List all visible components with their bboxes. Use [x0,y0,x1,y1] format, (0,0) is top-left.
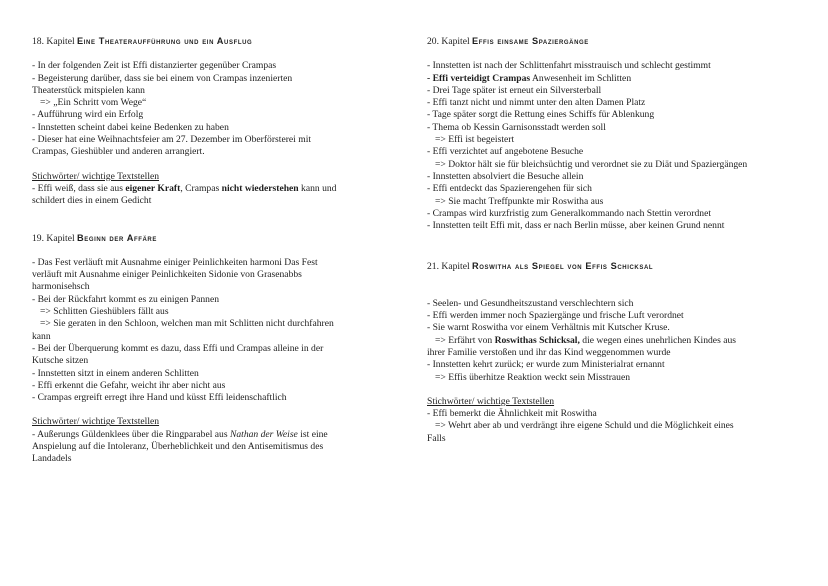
text-line: ihrer Familie verstoßen und ihr das Kind weggenommen wurde [427,346,671,358]
text-line: - Sie warnt Roswitha vor einem Verhältnis mit Kutscher Kruse. [427,322,670,334]
chapter-21-heading [427,260,797,273]
keyword-line: - Effi bemerkt die Ähnlichkeit mit Roswitha [427,408,597,420]
text-line: - Innstetten scheint dabei keine Bedenken zu haben [32,121,229,133]
text-line: - Effi werden immer noch Spaziergänge und frische Luft verordnet [427,310,684,322]
text-line: - Innstetten teilt Effi mit, dass er nach Berlin müsse, aber keinen Grund nennt [427,220,725,232]
text-line: - Effi entdeckt das Spazierengehen für sich [427,183,592,195]
text-line: - Bei der Überquerung kommt es dazu, dass Effi und Crampas alleine in der [32,342,324,354]
text-line: - Effi verzichtet auf angebotene Besuche [427,146,584,158]
chapter-21-number: 21. Kapitel [427,261,470,273]
text-line: - Innstetten ist nach der Schlittenfahrt misstrauisch und schlecht gestimmt [427,60,711,72]
right-column [427,35,797,469]
keyword-line: - Außerungs Güldenklees über die Ringparabel aus Nathan der Weise ist eine [32,428,328,440]
text-line: - In der folgenden Zeit ist Effi distanzierter gegenüber Crampas [32,60,277,72]
text-line: - Das Fest verläuft mit Ausnahme einiger Peinlichkeiten harmoni Das Fest [32,256,318,268]
text-line: => Sie geraten in den Schloon, welchen man mit Schlitten nicht durchfahren [40,318,334,330]
chapter-20 [427,35,797,232]
keyword-line: Anspielung auf die Intoleranz, Überheblichkeit und den Antisemitismus des [32,441,324,453]
text-line: => Sie macht Treffpunkte mir Roswitha aus [435,195,604,207]
keywords-heading: Stichwörter/ wichtige Textstellen [32,170,160,182]
keyword-line: Falls [427,432,446,444]
chapter-21 [427,260,797,445]
keywords-heading: Stichwörter/ wichtige Textstellen [32,416,160,428]
keyword-line: - Effi weiß, dass sie aus eigener Kraft, Crampas nicht wiederstehen kann und [32,182,337,194]
keyword-line: schildert dies in einem Gedicht [32,195,152,207]
text-line: => „Ein Schritt vom Wege“ [40,97,147,109]
text-line: => Erfährt von Roswithas Schicksal, die wegen eines unehrlichen Kindes aus [435,334,736,346]
text-line: Theaterstück mitspielen kann [32,84,145,96]
chapter-20-number: 20. Kapitel [427,36,470,47]
chapter-18-number: 18. Kapitel [32,36,75,47]
keyword-line: Landadels [32,453,72,465]
text-line: => Effi ist begeistert [435,134,515,146]
chapter-19 [32,232,392,466]
text-line: - Effi verteidigt Crampas Anwesenheit im Schlitten [427,72,632,84]
chapter-18-title: Eine Theateraufführung und ein Ausflug [77,36,253,46]
chapter-18 [32,35,392,208]
text-line: - Innstetten kehrt zurück; er wurde zum Ministerialrat ernannt [427,359,665,371]
chapter-20-heading [427,35,797,48]
text-line: - Dieser hat eine Weihnachtsfeier am 27. Dezember im Oberförsterei mit [32,134,312,146]
text-line: - Tage später sorgt die Rettung eines Schiffs für Ablenkung [427,109,655,121]
text-line: - Aufführung wird ein Erfolg [32,109,144,121]
chapter-21-title: Roswitha als Spiegel von Effis Schicksal [472,261,654,272]
text-line: - Drei Tage später ist erneut ein Silversterball [427,84,602,96]
text-line: => Doktor hält sie für bleichsüchtig und verordnet sie zu Diät und Spaziergängen [435,158,748,170]
text-line: - Crampas wird kurzfristig zum Generalkommando nach Stettin verordnet [427,207,711,219]
text-line: - Innstetten sitzt in einem anderen Schlitten [32,367,199,379]
left-column [32,35,392,490]
text-line: - Crampas ergreift erregt ihre Hand und küsst Effi leidenschaftlich [32,392,287,404]
text-line: verläuft mit Ausnahme einiger Peinlichkeiten Sidonie von Grasenabbs [32,269,302,281]
text-line: - Effi erkennt die Gefahr, weicht ihr aber nicht aus [32,379,226,391]
chapter-18-heading [32,35,392,48]
keyword-line: => Wehrt aber ab und verdrängt ihre eigene Schuld und die Möglichkeit eines [435,420,734,432]
chapter-19-number: 19. Kapitel [32,232,75,244]
chapter-20-title: Effis einsame Spaziergänge [472,36,589,46]
text-line: - Effi tanzt nicht und nimmt unter den alten Damen Platz [427,97,646,109]
text-line: - Begeisterung darüber, dass sie bei einem von Crampas inzenierten [32,72,293,84]
text-line: Crampas, Gieshübler und anderen arrangiert. [32,146,205,158]
text-line: - Bei der Rückfahrt kommt es zu einigen Pannen [32,293,220,305]
text-line: Kutsche sitzen [32,355,89,367]
chapter-19-heading [32,232,392,245]
text-line: => Schlitten Gieshüblers fällt aus [40,306,169,318]
text-line: kann [32,330,51,342]
text-line: - Seelen- und Gesundheitszustand verschlechtern sich [427,297,634,309]
text-line: => Effis überhitze Reaktion weckt sein Misstrauen [435,371,631,383]
keywords-heading: Stichwörter/ wichtige Textstellen [427,395,555,407]
text-line: - Thema ob Kessin Garnisonsstadt werden soll [427,121,606,133]
text-line: harmonisehsch [32,281,90,293]
chapter-19-title: Beginn der Affäre [77,232,157,243]
text-line: - Innstetten absolviert die Besuche allein [427,170,584,182]
